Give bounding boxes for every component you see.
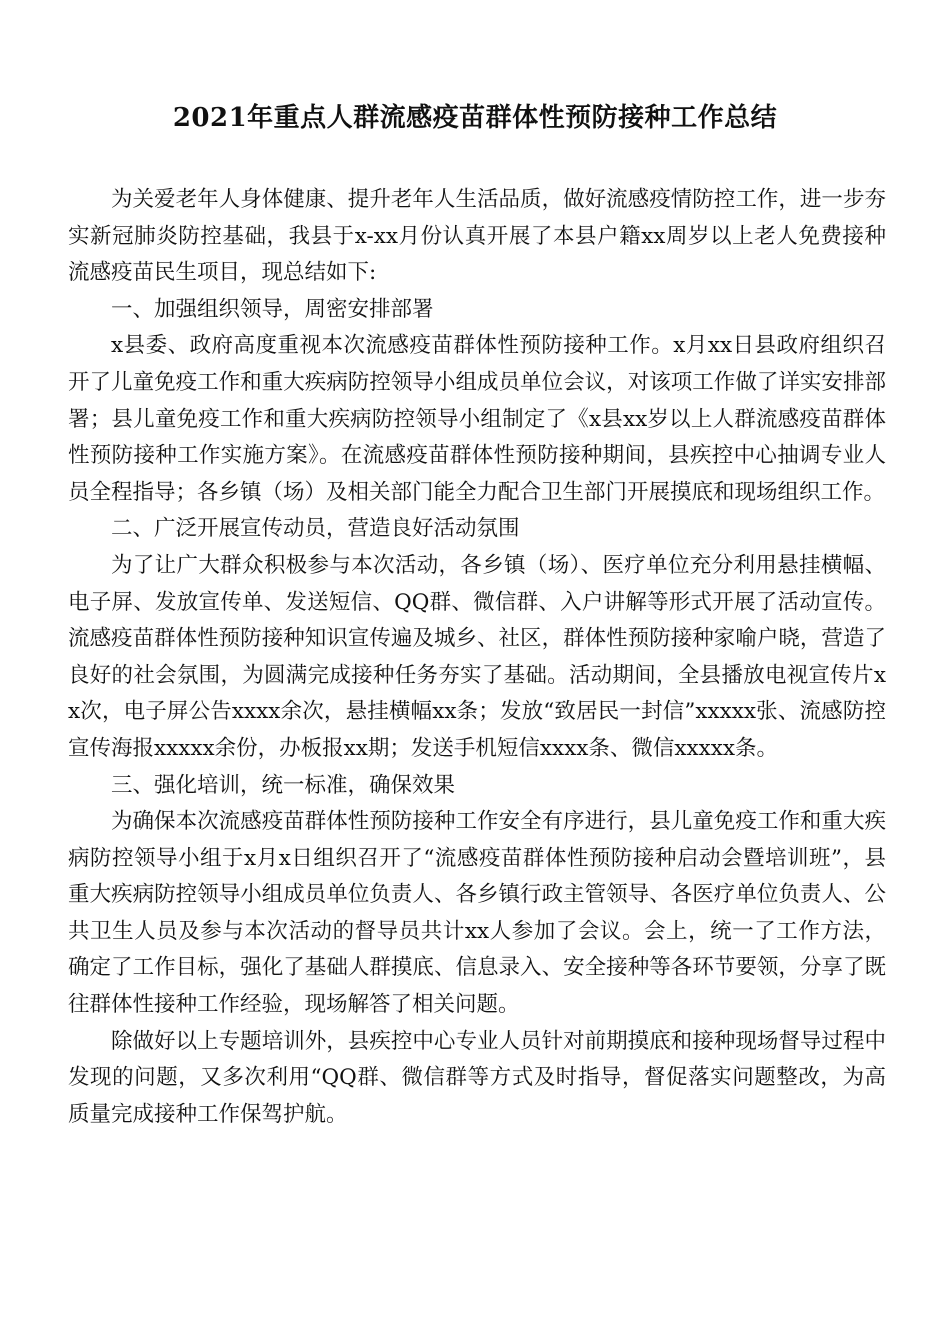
- section-1-paragraph: x县委、政府高度重视本次流感疫苗群体性预防接种工作。x月xx日县政府组织召开了儿童免疫工作和重大疾病防控领导小组成员单位会议，对该项工作做了详实安排部署；县儿童免疫工作和重大疾病防控领导小组制定了《x县xx岁以上人群流感疫苗群体性预防接种工作实施方案》。在流感疫苗群体性预防接种期间，县疾控中心抽调专业人员全程指导；各乡镇（场）及相关部门能全力配合卫生部门开展摸底和现场组织工作。: [68, 333, 886, 505]
- section-heading-2: 二、广泛开展宣传动员，营造良好活动氛围: [111, 516, 520, 542]
- document-body: [68, 182, 886, 1133]
- section-2-paragraph: 为了让广大群众积极参与本次活动，各乡镇（场）、医疗单位充分利用悬挂横幅、电子屏、发放宣传单、发送短信、QQ群、微信群、入户讲解等形式开展了活动宣传。流感疫苗群体性预防接种知识宣传遍及城乡、社区，群体性预防接种家喻户晓，营造了良好的社会氛围，为圆满完成接种任务夯实了基础。活动期间，全县播放电视宣传片xx次，电子屏公告xxxx余次，悬挂横幅xx条；发放“致居民一封信”xxxxx张、流感防控宣传海报xxxxx余份，办板报xx期；发送手机短信xxxx条、微信xxxxx条。: [68, 552, 886, 761]
- section-heading-1: 一、加强组织领导，周密安排部署: [111, 296, 434, 322]
- section-heading-3: 三、强化培训，统一标准，确保效果: [111, 772, 456, 798]
- intro-paragraph: 为关爱老年人身体健康、提升老年人生活品质，做好流感疫情防控工作，进一步夯实新冠肺炎防控基础，我县于x-xx月份认真开展了本县户籍xx周岁以上老人免费接种流感疫苗民生项目，现总结如下:: [68, 187, 886, 286]
- section-3-paragraph: 为确保本次流感疫苗群体性预防接种工作安全有序进行，县儿童免疫工作和重大疾病防控领导小组于x月x日组织召开了“流感疫苗群体性预防接种启动会暨培训班”，县重大疾病防控领导小组成员单位负责人、各乡镇行政主管领导、各医疗单位负责人、公共卫生人员及参与本次活动的督导员共计xx人参加了会议。会上，统一了工作方法，确定了工作目标，强化了基础人群摸底、信息录入、安全接种等各环节要领，分享了既往群体性接种工作经验，现场解答了相关问题。: [68, 809, 886, 1018]
- section-3-paragraph-2: 除做好以上专题培训外，县疾控中心专业人员针对前期摸底和接种现场督导过程中发现的问题，又多次利用“QQ群、微信群等方式及时指导，督促落实问题整改，为高质量完成接种工作保驾护航。: [68, 1028, 886, 1127]
- document-title: 2021年重点人群流感疫苗群体性预防接种工作总结: [172, 103, 778, 133]
